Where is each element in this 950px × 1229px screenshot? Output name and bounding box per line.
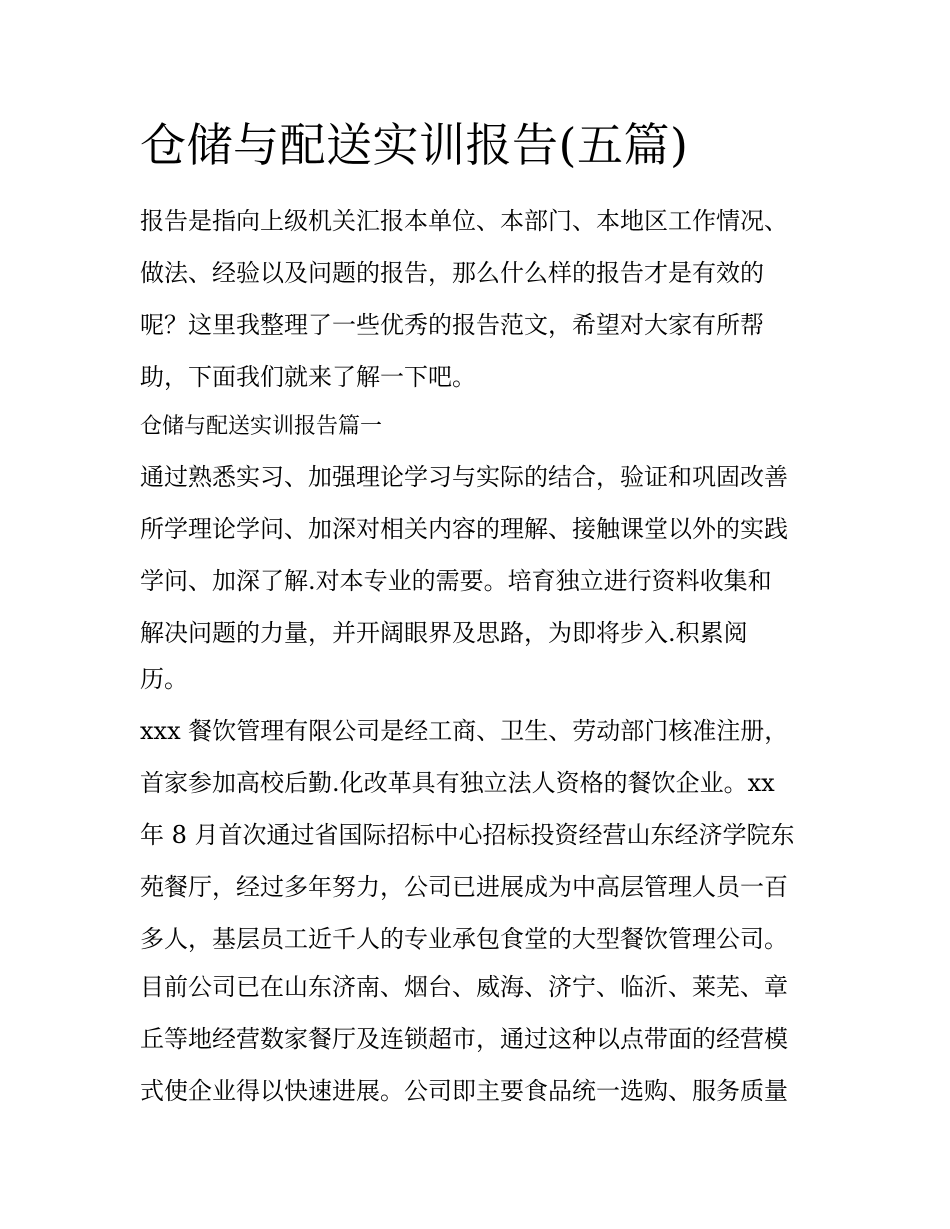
intro-line: 呢？这里我整理了一些优秀的报告范文，希望对大家有所帮 [140, 311, 764, 339]
paragraph-line: xxx 餐饮管理有限公司是经工商、卫生、劳动部门核准注册， [140, 717, 789, 745]
paragraph-line: 年 8 月首次通过省国际招标中心招标投资经营山东经济学院东 [140, 821, 795, 849]
paragraph-line: 苑餐厅，经过多年努力，公司已进展成为中高层管理人员一百 [140, 873, 788, 901]
paragraph-line: 历。 [140, 665, 188, 693]
paragraph-line: 解决问题的力量，并开阔眼界及思路，为即将步入.积累阅 [140, 619, 748, 647]
paragraph-line: 通过熟悉实习、加强理论学习与实际的结合，验证和巩固改善 [140, 463, 788, 491]
paragraph-line: 式使企业得以快速进展。公司即主要食品统一选购、服务质量 [140, 1077, 788, 1105]
paragraph-line: 所学理论学问、加深对相关内容的理解、接触课堂以外的实践 [140, 515, 788, 543]
paragraph-line: 丘等地经营数家餐厅及连锁超市，通过这种以点带面的经营模 [140, 1025, 788, 1053]
section-heading: 仓储与配送实训报告篇一 [140, 414, 383, 439]
paragraph-line: 目前公司已在山东济南、烟台、威海、济宁、临沂、莱芜、章 [140, 973, 788, 1001]
paragraph-line: 学问、加深了解.对本专业的需要。培育独立进行资料收集和 [140, 567, 772, 595]
intro-line: 报告是指向上级机关汇报本单位、本部门、本地区工作情况、 [140, 207, 788, 235]
intro-line: 助，下面我们就来了解一下吧。 [140, 363, 476, 391]
intro-line: 做法、经验以及问题的报告，那么什么样的报告才是有效的 [140, 259, 764, 287]
document-title: 仓储与配送实训报告(五篇) [140, 118, 689, 172]
paragraph-line: 首家参加高校后勤.化改革具有独立法人资格的餐饮企业。xx [140, 769, 775, 797]
paragraph-line: 多人，基层员工近千人的专业承包食堂的大型餐饮管理公司。 [140, 925, 788, 953]
